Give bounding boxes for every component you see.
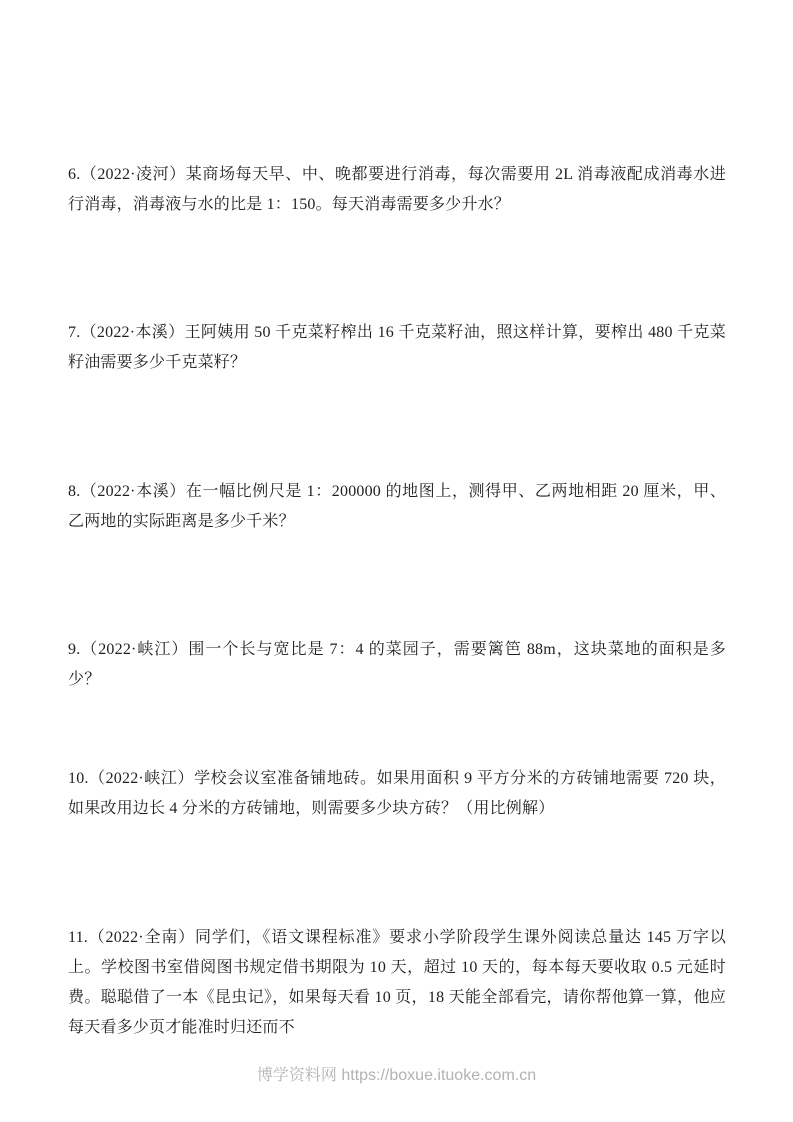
question-9-body: 围一个长与宽比是 7：4 的菜园子，需要篱笆 88m，这块菜地的面积是多少？ [68, 641, 726, 688]
question-10-text [68, 764, 726, 824]
question-7-number: 7. [68, 324, 81, 341]
question-8-source: （2022·本溪） [80, 483, 186, 500]
question-11 [68, 923, 726, 1043]
question-8-body: 在一幅比例尺是 1：200000 的地图上，测得甲、乙两地相距 20 厘米，甲、乙两地的实际距离是多少千米？ [68, 483, 726, 530]
question-7-source: （2022·本溪） [80, 324, 185, 341]
footer-site-name: 博学资料网 [256, 1067, 337, 1084]
page-footer [0, 1064, 793, 1088]
question-7-body: 王阿姨用 50 千克菜籽榨出 16 千克菜籽油，照这样计算，要榨出 480 千克菜籽油需要多少千克菜籽？ [68, 324, 726, 371]
question-10 [68, 764, 726, 824]
question-11-body: 同学们，《语文课程标准》要求小学阶段学生课外阅读总量达 145 万字以上。学校图书室借阅图书规定借书期限为 10 天，超过 10 天的，每本每天要收取 0.5 元延时费。聪聪借了一本《昆虫记》，如果每天看 10 页，18 天能全部看完，请你帮他算一算，他应每天看多少页才能准时归还而不 [68, 929, 726, 1036]
question-8 [68, 477, 726, 537]
question-7-text [68, 318, 726, 378]
question-8-number: 8. [68, 483, 81, 500]
question-9 [68, 635, 726, 695]
question-10-body: 学校会议室准备铺地砖。如果用面积 9 平方分米的方砖铺地需要 720 块，如果改用边长 4 分米的方砖铺地，则需要多少块方砖？（用比例解） [68, 770, 726, 817]
question-11-text [68, 923, 726, 1043]
footer-url: https://boxue.ituoke.com.cn [341, 1067, 537, 1084]
question-8-text [68, 477, 726, 537]
question-10-source: （2022·峡江） [88, 770, 195, 787]
question-6-number: 6. [68, 166, 81, 183]
question-6 [68, 160, 726, 220]
question-6-text [68, 160, 726, 220]
question-11-source: （2022·全南） [88, 929, 196, 946]
question-6-body: 某商场每天早、中、晚都要进行消毒，每次需要用 2L 消毒液配成消毒水进行消毒，消毒液与水的比是 1：150。每天消毒需要多少升水？ [68, 166, 726, 213]
question-11-number: 11. [68, 929, 89, 946]
question-7 [68, 318, 726, 378]
question-9-number: 9. [68, 641, 81, 658]
question-9-text [68, 635, 726, 695]
question-10-number: 10. [68, 770, 89, 787]
question-9-source: （2022·峡江） [80, 641, 189, 658]
question-6-source: （2022·凌河） [80, 166, 186, 183]
